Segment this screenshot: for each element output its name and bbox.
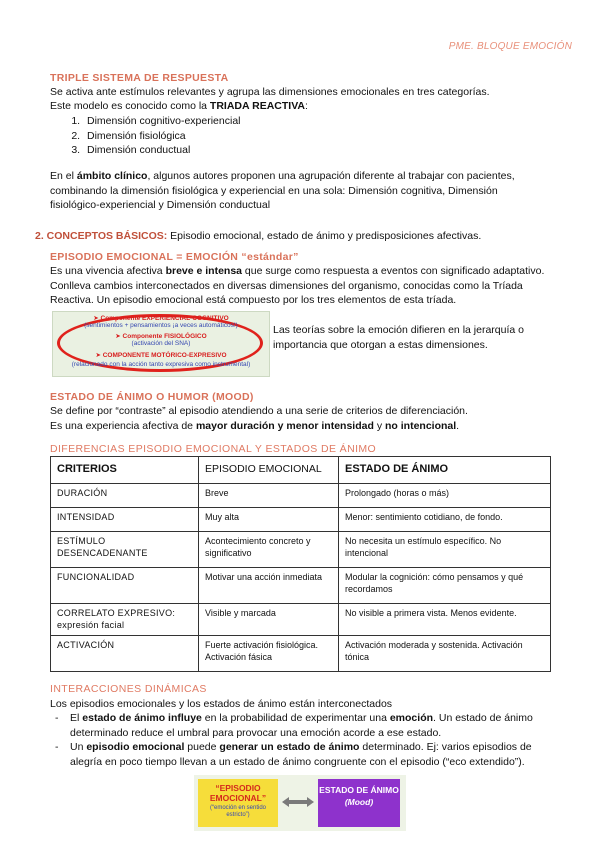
triple-line-2-pre: Este modelo es conocido como la xyxy=(50,100,210,112)
figure-component-2: ➤ Componente FISIOLÓGICO xyxy=(115,333,207,340)
mood-line-2 xyxy=(50,419,555,434)
mood-box-subtitle: (Mood) xyxy=(344,797,374,807)
table-row xyxy=(51,508,551,532)
list-item xyxy=(50,740,562,769)
figure-component-3: ➤ COMPONENTE MOTÓRICO-EXPRESIVO xyxy=(95,352,227,359)
clinic-post: , algunos autores proponen una agrupación diferente al trabajar con pacientes, combinando la dimensión fisiológica y experiencial en una sola: Dimensión cognitiva, Dimensión fisiológico-experiencial y Dimensión conductual xyxy=(50,170,515,211)
table-cell: INTENSIDAD xyxy=(51,508,199,532)
mood-line-2-post: . xyxy=(456,420,460,432)
table-row xyxy=(51,532,551,568)
table-cell: FUNCIONALIDAD xyxy=(51,568,199,604)
table-cell: DURACIÓN xyxy=(51,484,199,508)
mood-line-1: Se define por “contraste” al episodio atendiendo a una serie de criterios de diferenciación. xyxy=(50,405,468,417)
table-row xyxy=(51,604,551,636)
interactions-list xyxy=(50,711,562,769)
triad-components-figure xyxy=(52,311,270,377)
section-title-triple-system: TRIPLE SISTEMA DE RESPUESTA xyxy=(50,72,229,84)
section-2-heading xyxy=(35,229,575,244)
table-header-row xyxy=(51,457,551,484)
table-row xyxy=(51,636,551,672)
episode-box-title: “EPISODIO EMOCIONAL” xyxy=(209,783,267,803)
episode-box-subtitle: (“emoción en sentido estricto”) xyxy=(209,805,267,818)
figure-component-2-sub: (activación del SNA) xyxy=(131,340,191,347)
mood-line-2-mid: y xyxy=(373,420,385,432)
table-cell: Activación moderada y sostenida. Activación tónica xyxy=(339,636,551,672)
theories-side-note: Las teorías sobre la emoción difieren en la jerarquía o importancia que otorgan a estas dimensiones. xyxy=(273,324,524,351)
table-cell: Menor: sentimiento cotidiano, de fondo. xyxy=(339,508,551,532)
table-header-estado: ESTADO DE ÁNIMO xyxy=(339,457,551,484)
table-header-episodio: EPISODIO EMOCIONAL xyxy=(199,457,339,484)
table-cell: Acontecimiento concreto y significativo xyxy=(199,532,339,568)
episode-paragraph xyxy=(50,264,555,308)
clinic-bold: ámbito clínico xyxy=(76,170,148,182)
section-2-number-title: 2. CONCEPTOS BÁSICOS: xyxy=(35,230,168,242)
b1-a: El xyxy=(70,712,83,724)
mood-box xyxy=(318,779,400,827)
mood-bold-2: no intencional xyxy=(385,420,457,432)
table-cell: Muy alta xyxy=(199,508,339,532)
triple-line-2-post: : xyxy=(305,100,308,112)
table-header-criterios: CRITERIOS xyxy=(51,457,199,484)
section-title-episode: EPISODIO EMOCIONAL = EMOCIÓN “estándar” xyxy=(50,251,299,263)
table-cell: ACTIVACIÓN xyxy=(51,636,199,672)
mood-bold-1: mayor duración y menor intensidad xyxy=(195,420,374,432)
table-cell: ESTÍMULO DESENCADENANTE xyxy=(51,532,199,568)
b1-c: en la probabilidad de experimentar una xyxy=(201,712,390,724)
episode-pre: Es una vivencia afectiva xyxy=(50,265,166,277)
table-cell: Motivar una acción inmediata xyxy=(199,568,339,604)
figure-component-1: ➤ Componente EXPERIENCIAL-COGNITIVO xyxy=(93,315,229,322)
document-header-tag: PME. BLOQUE EMOCIÓN xyxy=(448,41,572,52)
table-cell: No necesita un estímulo específico. No intencional xyxy=(339,532,551,568)
triple-line-1: Se activa ante estímulos relevantes y agrupa las dimensiones emocionales en tres categorías. xyxy=(50,86,490,98)
dimensions-list xyxy=(50,114,483,158)
b2-e: determinado. Ej: varios episodios de alegría en poco tiempo llevan a un estado de ánimo congruente con el episodio (“eco extendido”). xyxy=(70,741,532,768)
table-cell: Prolongado (horas o más) xyxy=(339,484,551,508)
interaction-diagram xyxy=(194,775,406,831)
mood-line-2-pre: Es una experiencia afectiva de xyxy=(50,420,196,432)
table-row xyxy=(51,484,551,508)
mood-box-title: ESTADO DE ÁNIMO xyxy=(319,785,399,795)
table-row xyxy=(51,568,551,604)
section-title-mood: ESTADO DE ÁNIMO O HUMOR (MOOD) xyxy=(50,391,254,403)
b1-e: . Un estado de ánimo determinado reduce el umbral para provocar una emoción acorde a ese estado. xyxy=(70,712,533,739)
b1-d: emoción xyxy=(389,712,434,724)
interactions-intro: Los episodios emocionales y los estados de ánimo están interconectados xyxy=(50,698,393,710)
episode-post: que surge como respuesta a eventos con significado adaptativo. Conlleva cambios interconectados en diversas dimensiones del organismo, conocidas como la Tríada Reactiva. Un episodio emocional está compuesto por los tres elementos de esta tríada. xyxy=(50,265,545,306)
b2-c: puede xyxy=(184,741,220,753)
list-item: 3. Dimensión conductual xyxy=(83,143,483,158)
table-cell: CORRELATO EXPRESIVO: expresión facial xyxy=(51,604,199,636)
section-2-rest: Episodio emocional, estado de ánimo y predisposiciones afectivas. xyxy=(167,230,482,242)
figure-component-3-sub: (relacionado con la acción tanto expresiva como instrumental) xyxy=(71,361,251,368)
list-item xyxy=(50,711,562,740)
table-cell: Modular la cognición: cómo pensamos y qué recordamos xyxy=(339,568,551,604)
double-arrow-icon xyxy=(282,797,314,807)
list-item: 1. Dimensión cognitivo-experiencial xyxy=(83,114,483,129)
table-cell: Breve xyxy=(199,484,339,508)
list-item: 2. Dimensión fisiológica xyxy=(83,129,483,144)
b2-b: episodio emocional xyxy=(86,741,185,753)
table-cell: No visible a primera vista. Menos evidente. xyxy=(339,604,551,636)
b2-a: Un xyxy=(70,741,87,753)
table-cell: Visible y marcada xyxy=(199,604,339,636)
b2-d: generar un estado de ánimo xyxy=(219,741,360,753)
triple-line-2 xyxy=(50,99,560,114)
section-title-interactions: INTERACCIONES DINÁMICAS xyxy=(50,683,207,695)
clinic-pre: En el xyxy=(50,170,77,182)
episode-box xyxy=(198,779,278,827)
triada-reactiva-term: TRIADA REACTIVA xyxy=(209,100,306,112)
b1-b: estado de ánimo influye xyxy=(82,712,202,724)
table-cell: Fuerte activación fisiológica. Activación fásica xyxy=(199,636,339,672)
differences-table xyxy=(50,456,551,672)
episode-bold: breve e intensa xyxy=(165,265,243,277)
figure-component-1-sub: (sentimientos + pensamientos ¡a veces automáticos!) xyxy=(84,322,238,329)
clinical-paragraph xyxy=(50,169,550,213)
section-title-differences: DIFERENCIAS EPISODIO EMOCIONAL Y ESTADOS DE ÁNIMO xyxy=(50,443,377,455)
